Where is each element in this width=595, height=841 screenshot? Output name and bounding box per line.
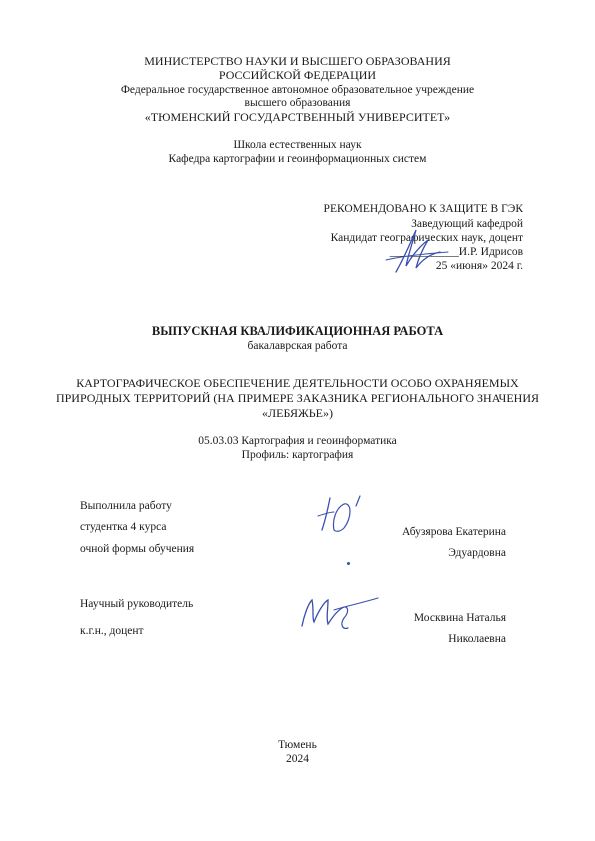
year: 2024 [286,753,309,765]
supervisor-label-1: Научный руководитель [80,598,194,610]
approval-date: 25 «июня» 2024 г. [435,260,523,272]
approval-position: Заведующий кафедрой [411,218,523,230]
supervisor-name-1: Москвина Наталья [413,612,506,624]
author-name-1: Абузярова Екатерина [401,526,506,538]
ministry-line-1: МИНИСТЕРСТВО НАУКИ И ВЫСШЕГО ОБРАЗОВАНИЯ [144,54,451,68]
university-name: «ТЮМЕНСКИЙ ГОСУДАРСТВЕННЫЙ УНИВЕРСИТЕТ» [144,110,451,124]
thesis-title-line-1: КАРТОГРАФИЧЕСКОЕ ОБЕСПЕЧЕНИЕ ДЕЯТЕЛЬНОСТИ ОСОБО ОХРАНЯЕМЫХ [76,376,519,390]
author-name-2: Эдуардовна [448,547,506,559]
supervisor-signature [294,584,384,640]
author-label-3: очной формы обучения [80,543,195,555]
supervisor-label-2: к.г.н., доцент [80,625,144,637]
profile: Профиль: картография [241,449,354,461]
ministry-line-2: РОССИЙСКОЙ ФЕДЕРАЦИИ [218,68,377,82]
department-name: Кафедра картографии и геоинформационных систем [168,153,427,165]
author-signature [312,490,368,542]
author-label-1: Выполнила работу [80,500,172,512]
school-name: Школа естественных наук [233,139,362,151]
author-label-2: студентка 4 курса [80,521,167,533]
work-type: ВЫПУСКНАЯ КВАЛИФИКАЦИОННАЯ РАБОТА [151,324,444,338]
specialty: 05.03.03 Картография и геоинформатика [198,435,397,447]
author-signature-dot [347,562,350,565]
approval-degree: Кандидат географических наук, доцент [330,232,523,244]
city: Тюмень [278,739,317,751]
head-signature [382,222,452,278]
thesis-title-line-3: «ЛЕБЯЖЬЕ») [262,406,333,420]
approval-signline: ____________И.Р. Идрисов [389,246,523,258]
institution-level-line: высшего образования [244,97,351,109]
institution-type-line: Федеральное государственное автономное образовательное учреждение [120,84,475,96]
approval-title: РЕКОМЕНДОВАНО К ЗАЩИТЕ В ГЭК [323,203,523,215]
thesis-title-line-2: ПРИРОДНЫХ ТЕРРИТОРИЙ (НА ПРИМЕРЕ ЗАКАЗНИКА РЕГИОНАЛЬНОГО ЗНАЧЕНИЯ [55,391,540,405]
supervisor-name-2: Николаевна [448,633,506,645]
work-subtype: бакалаврская работа [247,340,348,352]
